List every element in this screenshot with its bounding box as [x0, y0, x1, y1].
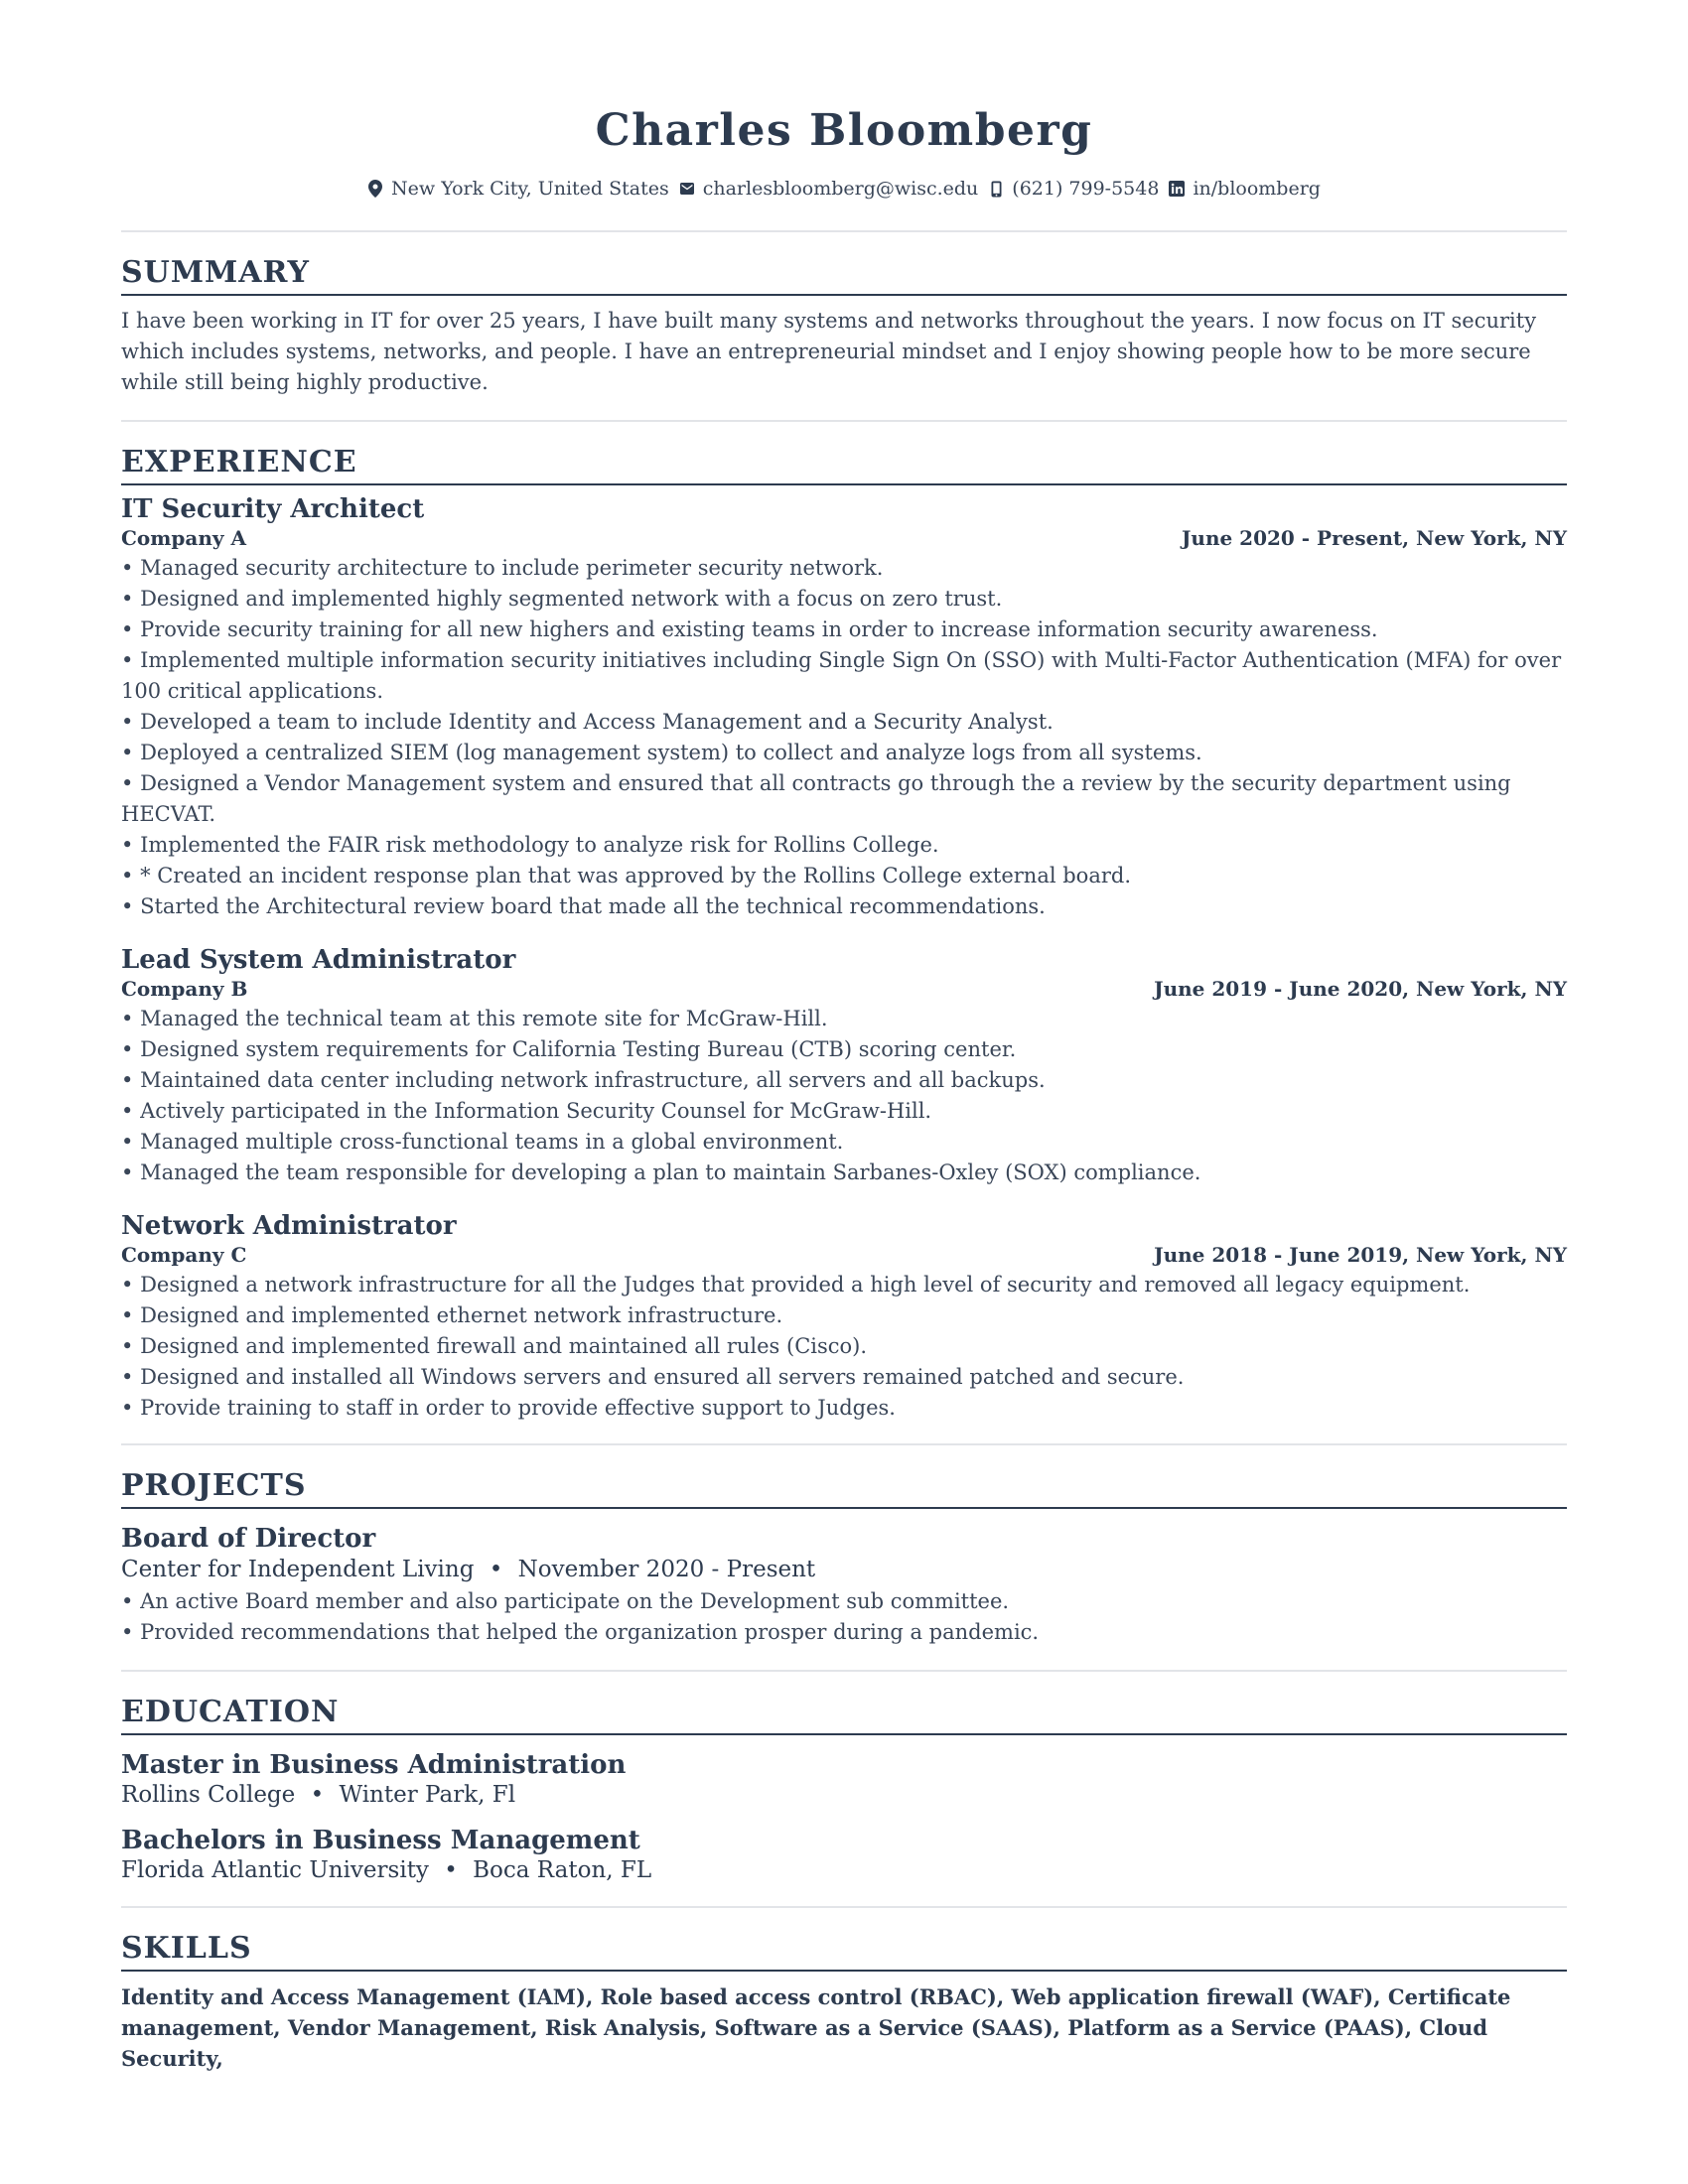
bullet-item: • Managed the team responsible for developing a plan to maintain Sarbanes-Oxley (SOX) compliance.	[121, 1158, 1567, 1188]
experience-section	[121, 444, 1567, 1424]
resume-header	[121, 0, 1567, 201]
company-name: Company A	[121, 526, 247, 550]
separator-dot: •	[444, 1857, 458, 1883]
contact-email[interactable]	[679, 177, 979, 201]
job-meta	[121, 976, 1567, 1002]
company-name: Company C	[121, 1243, 247, 1267]
bullet-item: • Provide training to staff in order to provide effective support to Judges.	[121, 1393, 1567, 1424]
bullet-item: • Designed a network infrastructure for all the Judges that provided a high level of security and removed all legacy equipment.	[121, 1270, 1567, 1300]
divider	[121, 1906, 1567, 1908]
bullet-item: • Developed a team to include Identity and Access Management and a Security Analyst.	[121, 707, 1567, 738]
divider	[121, 1443, 1567, 1445]
job-meta	[121, 1242, 1567, 1268]
bullet-item: • Provide security training for all new highers and existing teams in order to increase information security awareness.	[121, 614, 1567, 645]
job-bullets	[121, 1004, 1567, 1188]
bullet-item: • Implemented the FAIR risk methodology to analyze risk for Rollins College.	[121, 830, 1567, 861]
bullet-item: • * Created an incident response plan that was approved by the Rollins College external board.	[121, 861, 1567, 891]
phone-text[interactable]: (621) 799-5548	[1012, 178, 1160, 200]
education-section	[121, 1694, 1567, 1884]
section-title-projects: PROJECTS	[121, 1467, 1567, 1509]
bullet-item: • Designed and implemented ethernet network infrastructure.	[121, 1300, 1567, 1331]
project-entry	[121, 1523, 1567, 1648]
education-entry	[121, 1825, 1567, 1884]
school-location: Winter Park, Fl	[339, 1782, 516, 1808]
skills-section	[121, 1930, 1567, 2074]
job-dates: June 2020 - Present, New York, NY	[1181, 526, 1567, 550]
divider	[121, 1670, 1567, 1672]
school-name: Rollins College	[121, 1782, 296, 1808]
bullet-item: • Deployed a centralized SIEM (log management system) to collect and analyze logs from all systems.	[121, 738, 1567, 768]
bullet-item: • Started the Architectural review board that made all the technical recommendations.	[121, 891, 1567, 922]
contact-location	[367, 177, 669, 201]
bullet-item: • Managed the technical team at this remote site for McGraw-Hill.	[121, 1004, 1567, 1034]
job-entry	[121, 944, 1567, 1188]
project-bullets	[121, 1586, 1567, 1648]
project-title: Board of Director	[121, 1524, 376, 1554]
separator-dot: •	[489, 1557, 503, 1582]
education-entry	[121, 1749, 1567, 1809]
job-bullets	[121, 553, 1567, 922]
job-title: Lead System Administrator	[121, 945, 516, 975]
bullet-item: • An active Board member and also participate on the Development sub committee.	[121, 1586, 1567, 1617]
linkedin-text[interactable]: in/bloomberg	[1193, 178, 1321, 200]
education-meta	[121, 1856, 1567, 1884]
bullet-item: • Designed and implemented highly segmented network with a focus on zero trust.	[121, 584, 1567, 614]
envelope-icon	[679, 180, 695, 198]
bullet-item: • Managed multiple cross-functional teams in a global environment.	[121, 1127, 1567, 1158]
projects-section	[121, 1467, 1567, 1648]
separator-dot: •	[310, 1782, 325, 1808]
company-name: Company B	[121, 977, 248, 1001]
bullet-item: • Designed system requirements for California Testing Bureau (CTB) scoring center.	[121, 1034, 1567, 1065]
divider	[121, 230, 1567, 232]
degree-name: Master in Business Administration	[121, 1750, 627, 1780]
mobile-phone-icon	[988, 180, 1004, 198]
section-title-education: EDUCATION	[121, 1694, 1567, 1735]
project-organization: Center for Independent Living	[121, 1557, 475, 1582]
skills-list: Identity and Access Management (IAM), Role based access control (RBAC), Web application firewall (WAF), Certificate management, Vendor Management, Risk Analysis, Software as a Service (SAAS), Platform as a Service (PAAS), Cloud Security,	[121, 1984, 1511, 2071]
job-entry	[121, 493, 1567, 922]
section-title-experience: EXPERIENCE	[121, 444, 1567, 485]
contact-phone[interactable]	[988, 177, 1159, 201]
school-name: Florida Atlantic University	[121, 1857, 429, 1883]
bullet-item: • Designed a Vendor Management system and ensured that all contracts go through the a review by the security department using HECVAT.	[121, 768, 1567, 830]
summary-section	[121, 254, 1567, 398]
job-entry	[121, 1210, 1567, 1424]
bullet-item: • Designed and implemented firewall and maintained all rules (Cisco).	[121, 1331, 1567, 1362]
bullet-item: • Implemented multiple information security initiatives including Single Sign On (SSO) with Multi-Factor Authentication (MFA) for over 100 critical applications.	[121, 645, 1567, 707]
job-title: IT Security Architect	[121, 494, 425, 524]
degree-name: Bachelors in Business Management	[121, 1826, 640, 1855]
education-meta	[121, 1781, 1567, 1809]
section-title-summary: SUMMARY	[121, 254, 1567, 296]
project-dates: November 2020 - Present	[517, 1557, 816, 1582]
contact-linkedin[interactable]	[1169, 177, 1321, 201]
project-meta	[121, 1555, 1567, 1584]
job-bullets	[121, 1270, 1567, 1424]
bullet-item: • Provided recommendations that helped the organization prosper during a pandemic.	[121, 1617, 1567, 1648]
school-location: Boca Raton, FL	[473, 1857, 652, 1883]
divider	[121, 420, 1567, 422]
job-dates: June 2019 - June 2020, New York, NY	[1154, 977, 1567, 1001]
map-pin-icon	[367, 180, 383, 198]
bullet-item: • Designed and installed all Windows servers and ensured all servers remained patched and secure.	[121, 1362, 1567, 1393]
job-title: Network Administrator	[121, 1211, 457, 1241]
bullet-item: • Managed security architecture to include perimeter security network.	[121, 553, 1567, 584]
job-meta	[121, 525, 1567, 551]
contact-bar	[121, 177, 1567, 201]
email-text[interactable]: charlesbloomberg@wisc.edu	[702, 178, 979, 200]
bullet-item: • Maintained data center including network infrastructure, all servers and all backups.	[121, 1065, 1567, 1096]
linkedin-icon	[1169, 180, 1185, 198]
section-title-skills: SKILLS	[121, 1930, 1567, 1972]
candidate-name: Charles Bloomberg	[595, 105, 1093, 156]
job-dates: June 2018 - June 2019, New York, NY	[1154, 1243, 1567, 1267]
location-text: New York City, United States	[391, 178, 669, 200]
summary-text: I have been working in IT for over 25 years, I have built many systems and networks throughout the years. I now focus on IT security which includes systems, networks, and people. I have an entrepreneurial mindset and I enjoy showing people how to be more secure while still being highly productive.	[121, 309, 1537, 394]
bullet-item: • Actively participated in the Information Security Counsel for McGraw-Hill.	[121, 1096, 1567, 1127]
